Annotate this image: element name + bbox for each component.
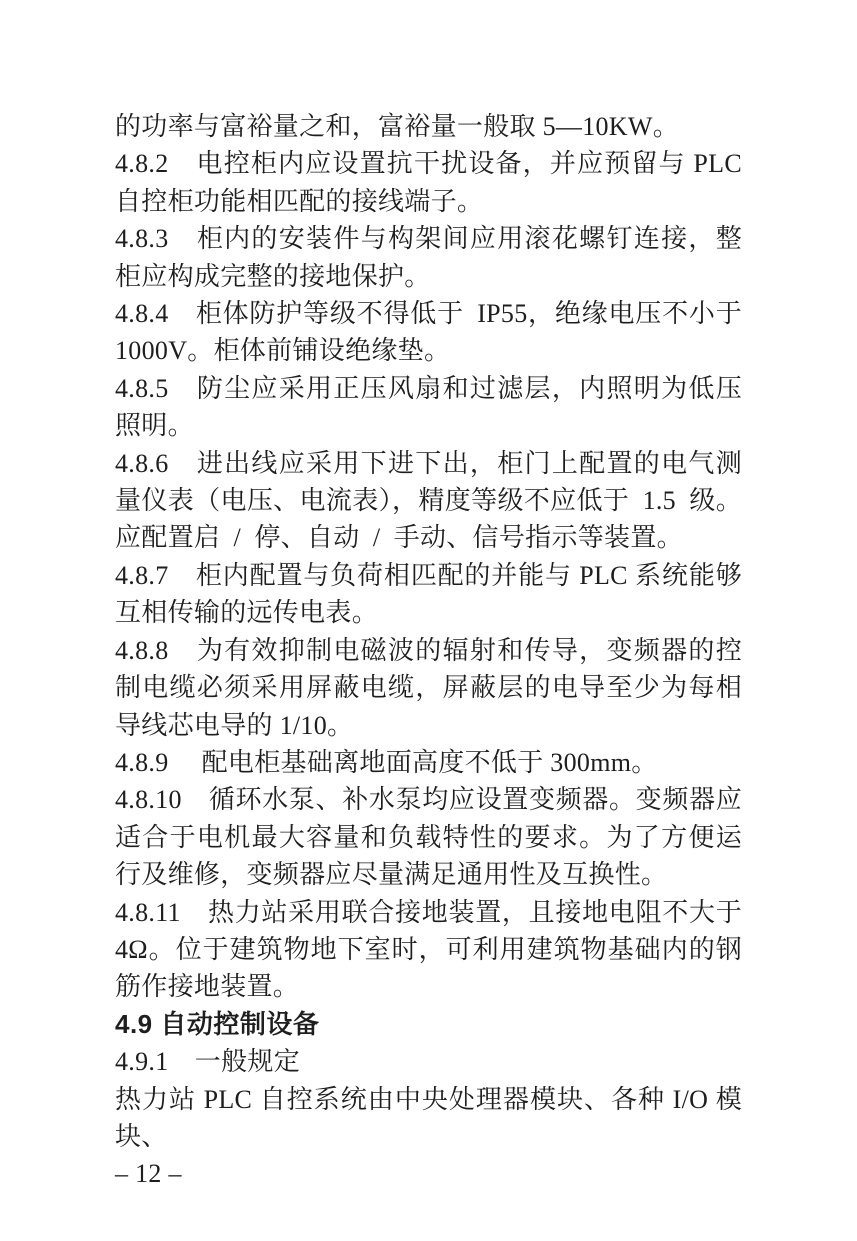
clause-4-8-8: 4.8.8 为有效抑制电磁波的辐射和传导，变频器的控制电缆必须采用屏蔽电缆，屏蔽层的电导至少为每相导线芯电导的 1/10。 (115, 635, 742, 740)
clause-4-9-1: 4.9.1 一般规定 (115, 1047, 301, 1077)
section-heading-4-9: 4.9 自动控制设备 (115, 1008, 320, 1039)
paragraph-plc-intro: 热力站 PLC 自控系统由中央处理器模块、各种 I/O 模块、 (115, 1084, 742, 1151)
document-content (115, 108, 742, 1193)
paragraph-continuation: 的功率与富裕量之和，富裕量一般取 5—10KW。 (115, 112, 680, 141)
clause-4-8-7: 4.8.7 柜内配置与负荷相匹配的并能与 PLC 系统能够互相传输的远传电表。 (115, 560, 742, 628)
clause-4-8-4: 4.8.4 柜体防护等级不得低于 IP55，绝缘电压不小于 1000V。柜体前铺设绝缘垫。 (115, 299, 742, 366)
page-number: – 12 – (115, 1159, 182, 1189)
clause-4-8-2: 4.8.2 电控柜内应设置抗干扰设备，并应预留与 PLC 自控柜功能相匹配的接线端子。 (115, 149, 742, 216)
clause-4-8-9: 4.8.9 配电柜基础离地面高度不低于 300mm。 (115, 747, 658, 777)
clause-4-8-3: 4.8.3 柜内的安装件与构架间应用滚花螺钉连接，整柜应构成完整的接地保护。 (115, 224, 742, 291)
clause-4-8-11: 4.8.11 热力站采用联合接地装置，且接地电阻不大于 4Ω。位于建筑物地下室时，可利用建筑物基础内的钢筋作接地装置。 (115, 897, 742, 1002)
clause-4-8-10: 4.8.10 循环水泵、补水泵均应设置变频器。变频器应适合于电机最大容量和负载特性的要求。为了方便运行及维修，变频器应尽量满足通用性及互换性。 (115, 785, 742, 890)
clause-4-8-6: 4.8.6 进出线应采用下进下出，柜门上配置的电气测量仪表（电压、电流表），精度等级不应低于 1.5 级。应配置启 / 停、自动 / 手动、信号指示等装置。 (115, 448, 742, 553)
clause-4-8-5: 4.8.5 防尘应采用正压风扇和过滤层，内照明为低压照明。 (115, 373, 742, 441)
